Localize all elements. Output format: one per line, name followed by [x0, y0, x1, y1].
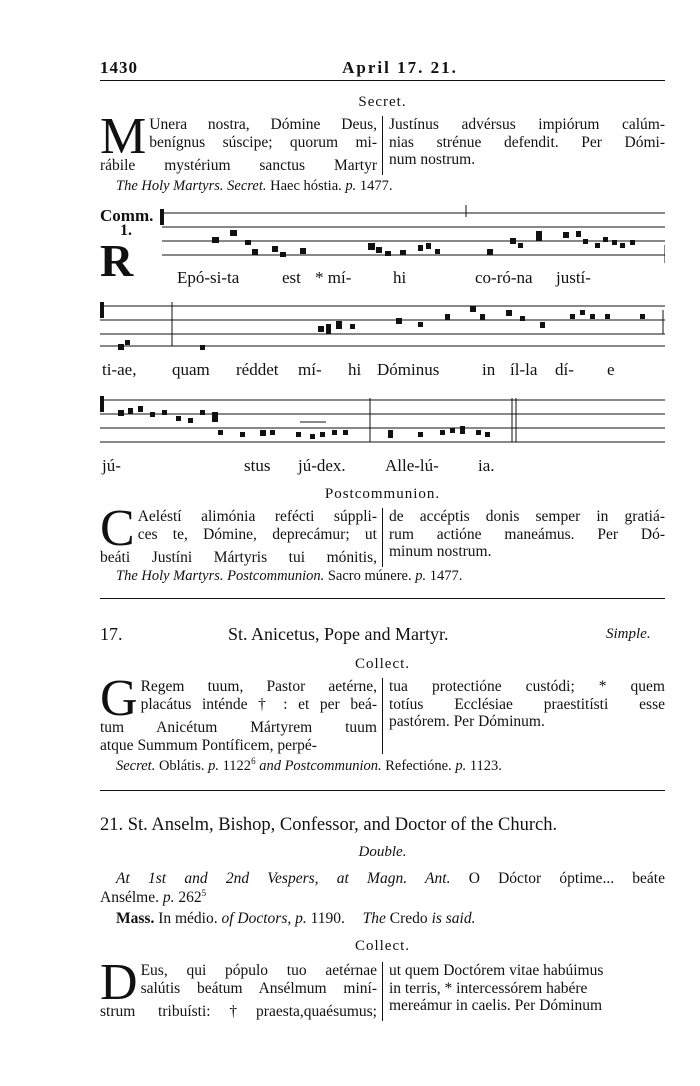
reference-p: p.: [295, 910, 307, 927]
feast-rank: Simple.: [606, 626, 651, 642]
reference-p: p.: [415, 568, 427, 584]
reference-number: 1123.: [469, 757, 502, 774]
collect-text: [100, 954, 665, 1021]
credo-italic: The: [362, 910, 386, 927]
lyric: jú-dex.: [298, 456, 346, 475]
lyric: co-ró-na: [475, 268, 533, 287]
secret-right-column: [383, 116, 665, 175]
reference-italic: Secret.: [116, 757, 156, 774]
text-line: rum actióne maneámus. Per Dó-: [389, 525, 665, 543]
text-line: in terris, * intercessórem habére: [389, 979, 588, 997]
text-line: placátus inténde † : et per beá-: [140, 695, 377, 713]
feast-title: 21. St. Anselm, Bishop, Confessor, and Doctor of the Church.: [100, 815, 558, 835]
text-line: Regem tuum, Pastor aetérne,: [140, 678, 377, 695]
text-line: ces te, Dómine, deprecámur; ut: [137, 525, 377, 543]
drop-cap: C: [100, 500, 135, 557]
text-line: num nostrum.: [389, 151, 476, 168]
drop-cap: M: [100, 108, 147, 165]
text-line: Justínus advérsus impiórum calúm-: [389, 116, 665, 133]
credo-italic: is said.: [431, 910, 476, 927]
collect-heading: Collect.: [354, 938, 411, 954]
lyric: hi: [393, 268, 407, 287]
lyric: jú-: [102, 456, 121, 475]
reference-p: p.: [162, 889, 175, 907]
reference-incipit: Oblátis.: [158, 757, 205, 774]
secret-heading: Secret.: [358, 94, 407, 110]
section-rule: [100, 790, 665, 791]
text-line: Unera nostra, Dómine Deus,: [149, 116, 377, 133]
feast-rank: Double.: [358, 844, 407, 860]
text-line: benígnus súscipe; quorum mi-: [149, 133, 377, 151]
lyric: íl-la: [510, 360, 538, 379]
credo-text: Credo: [389, 910, 428, 927]
mass-incipit: In médio.: [158, 910, 218, 927]
text-line: tum Anicétum Mártyrem tuum: [100, 719, 377, 736]
lyric: Alle-lú-: [385, 456, 439, 475]
text-line: strum tribuísti:†praesta,quaésumus;: [100, 1003, 377, 1020]
collect-left-column: [100, 670, 383, 754]
collect-heading: Collect.: [354, 656, 411, 672]
reference-number: 1190.: [310, 910, 345, 927]
reference-superscript: 6: [251, 756, 256, 766]
reference-number: 1477.: [359, 178, 393, 194]
collect-right-column: [383, 678, 665, 754]
reference-number: 1477.: [429, 568, 463, 584]
reference-incipit: Refectióne.: [385, 757, 452, 774]
reference-number: 262: [178, 889, 202, 907]
collect-text: [100, 670, 665, 754]
text-line: tua protectióne custódi; * quem: [389, 678, 665, 695]
postcommunion-heading: Postcommunion.: [324, 486, 441, 502]
vespers-antiphon: O Dóctor óptime... beáte: [468, 870, 665, 887]
lyric: est: [282, 268, 301, 287]
text-line: de accéptis donis semper in gratiá-: [389, 508, 665, 525]
text-line: atque Summum Pontíficem, perpé-: [100, 736, 317, 754]
postcommunion-text: [100, 500, 665, 567]
running-title: April 17. 21.: [342, 58, 458, 77]
text-line: beáti Justíni Mártyris tui mónitis,: [100, 549, 377, 566]
mass-label: Mass.: [116, 910, 155, 927]
feast-title: St. Anicetus, Pope and Martyr.: [228, 624, 449, 644]
postcommunion-reference: [116, 568, 462, 585]
reference-p: p.: [345, 178, 357, 194]
reference-italic: The Holy Martyrs. Secret.: [116, 178, 267, 194]
drop-cap: D: [100, 954, 138, 1011]
reference-number: 1122: [222, 757, 252, 774]
postcommunion-right-column: [383, 508, 665, 567]
text-line: mereámur in caelis. Per Dóminum: [389, 997, 603, 1014]
text-line: minum nostrum.: [389, 543, 492, 560]
communion-label: Comm.: [100, 206, 154, 225]
page-number: 1430: [100, 58, 138, 77]
reference-p: p.: [455, 757, 467, 774]
vespers-line: [116, 870, 665, 888]
vespers-text: Ansélme.: [100, 889, 159, 907]
reference-p: p.: [208, 757, 219, 774]
anicetus-reference: [116, 756, 502, 775]
postcommunion-left-column: [100, 500, 383, 567]
secret-text: [100, 108, 665, 175]
mode-number: 1.: [120, 222, 132, 239]
section-rule: [100, 598, 665, 599]
mass-italic: of Doctors,: [221, 910, 292, 927]
text-line: rábile mystérium sanctus Martyr: [100, 157, 377, 174]
lyric: ia.: [478, 456, 495, 475]
reference-incipit: Haec hóstia.: [270, 178, 342, 194]
lyric: in: [482, 360, 496, 379]
lyric: mí-: [298, 360, 322, 379]
lyric: dí-: [555, 360, 574, 379]
secret-left-column: [100, 108, 383, 175]
reference-incipit: Sacro múnere.: [327, 568, 412, 584]
reference-superscript: 5: [201, 888, 207, 898]
secret-reference: [116, 178, 393, 195]
lyric: e: [607, 360, 615, 379]
reference-italic: and Postcommunion.: [259, 757, 382, 774]
feast-number: 17.: [100, 624, 123, 644]
chant-staff-2: [100, 296, 665, 356]
lyric: stus: [244, 456, 271, 475]
chant-staff-1: [100, 205, 665, 265]
text-line: Eus, qui pópulo tuo aetérnae: [140, 962, 377, 979]
chant-initial: R: [100, 235, 134, 286]
lyric: Epó-si-ta: [177, 268, 240, 287]
collect-left-column: [100, 954, 383, 1021]
header-rule: [100, 80, 665, 81]
lyric: * mí-: [315, 268, 352, 287]
text-line: Aeléstí alimónia refécti súppli-: [137, 508, 377, 525]
text-line: totíus Ecclésiae praestitísti esse: [389, 695, 665, 713]
mass-line: [116, 910, 476, 928]
text-line: salútis beátum Ansélmum miní-: [140, 979, 377, 997]
vespers-italic: At 1st and 2nd Vespers, at Magn. Ant.: [116, 870, 451, 887]
collect-right-column: [383, 962, 665, 1021]
text-line: pastórem. Per Dóminum.: [389, 713, 545, 730]
text-line: nias strénue defendit. Per Dómi-: [389, 133, 665, 151]
lyric: réddet: [236, 360, 279, 379]
chant-staff-3: [100, 392, 665, 452]
reference-italic: The Holy Martyrs. Postcommunion.: [116, 568, 325, 584]
lyric: hi: [348, 360, 362, 379]
vespers-line-2: [100, 888, 206, 907]
drop-cap: G: [100, 670, 138, 727]
lyric: justí-: [556, 268, 591, 287]
lyric: Dóminus: [377, 360, 440, 379]
text-line: ut quem Doctórem vitae habúimus: [389, 962, 604, 979]
lyric: ti-ae,: [102, 360, 137, 379]
lyric: quam: [172, 360, 210, 379]
